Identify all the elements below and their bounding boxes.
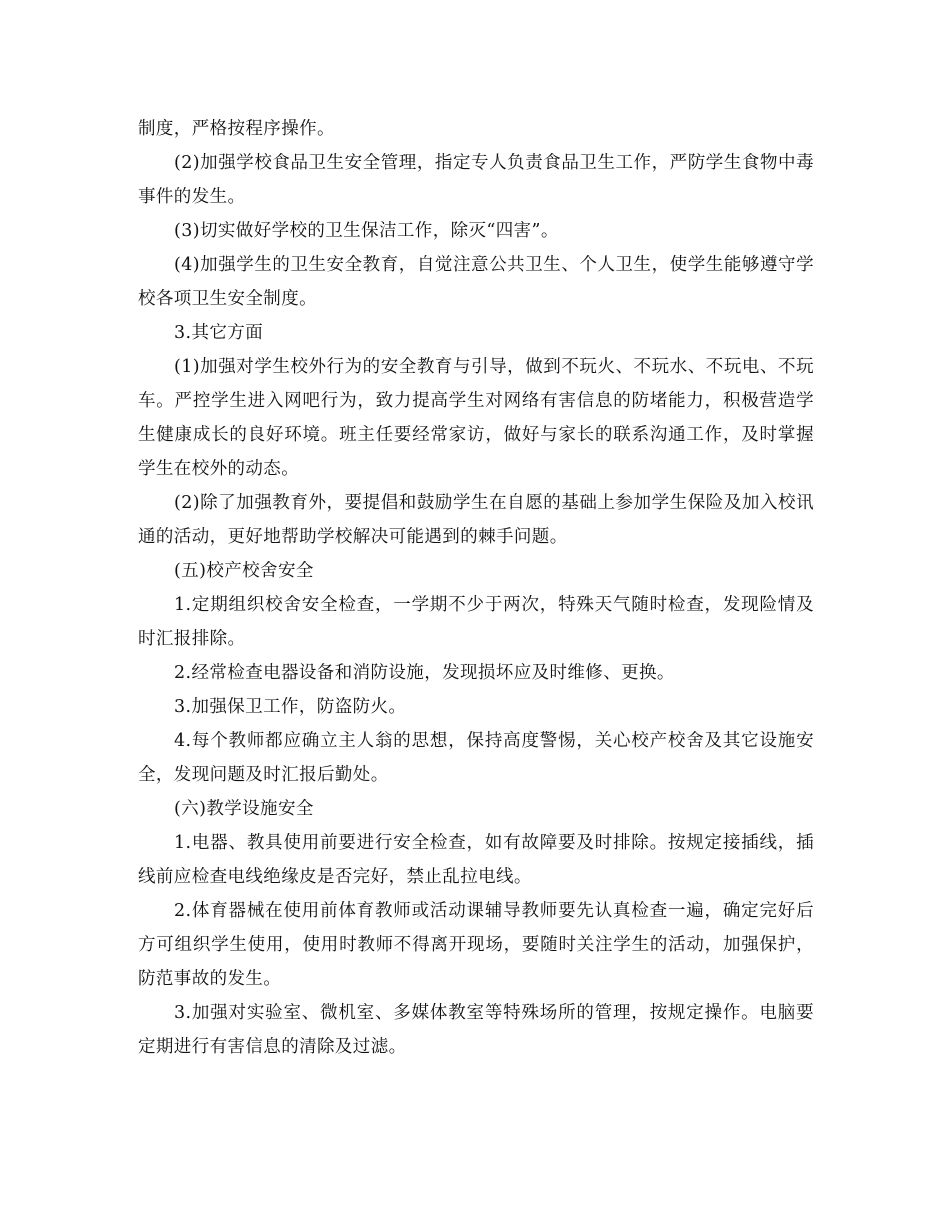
paragraph: 3.加强保卫工作，防盗防火。	[174, 697, 407, 717]
paragraph: (4)加强学生的卫生安全教育，自觉注意公共卫生、个人卫生，使学生能够遵守学校各项卫生安全制度。	[138, 255, 814, 309]
paragraph: 2.经常检查电器设备和消防设施，发现损坏应及时维修、更换。	[174, 663, 675, 683]
paragraph: 3.加强对实验室、微机室、多媒体教室等特殊场所的管理，按规定操作。电脑要定期进行有害信息的清除及过滤。	[138, 1003, 814, 1057]
paragraph: 2.体育器械在使用前体育教师或活动课辅导教师要先认真检查一遍，确定完好后方可组织学生使用，使用时教师不得离开现场，要随时关注学生的活动，加强保护，防范事故的发生。	[138, 901, 814, 989]
document-body	[138, 112, 814, 1064]
paragraph: (2)加强学校食品卫生安全管理，指定专人负责食品卫生工作，严防学生食物中毒事件的发生。	[138, 153, 814, 207]
paragraph: 4.每个教师都应确立主人翁的思想，保持高度警惕，关心校产校舍及其它设施安全，发现问题及时汇报后勤处。	[138, 731, 814, 785]
paragraph: 1.定期组织校舍安全检查，一学期不少于两次，特殊天气随时检查，发现险情及时汇报排除。	[138, 595, 814, 649]
paragraph: (3)切实做好学校的卫生保洁工作，除灭“四害”。	[174, 221, 559, 241]
paragraph: 制度，严格按程序操作。	[138, 119, 335, 139]
paragraph: (1)加强对学生校外行为的安全教育与引导，做到不玩火、不玩水、不玩电、不玩车。严控学生进入网吧行为，致力提高学生对网络有害信息的防堵能力，积极营造学生健康成长的良好环境。班主任要经常家访，做好与家长的联系沟通工作，及时掌握学生在校外的动态。	[138, 357, 814, 479]
paragraph: 1.电器、教具使用前要进行安全检查，如有故障要及时排除。按规定接插线，插线前应检查电线绝缘皮是否完好，禁止乱拉电线。	[138, 833, 814, 887]
section-heading: (六)教学设施安全	[174, 799, 314, 819]
section-heading: (五)校产校舍安全	[174, 561, 314, 581]
paragraph: (2)除了加强教育外，要提倡和鼓励学生在自愿的基础上参加学生保险及加入校讯通的活动，更好地帮助学校解决可能遇到的棘手问题。	[138, 493, 814, 547]
section-heading: 3.其它方面	[174, 323, 264, 343]
